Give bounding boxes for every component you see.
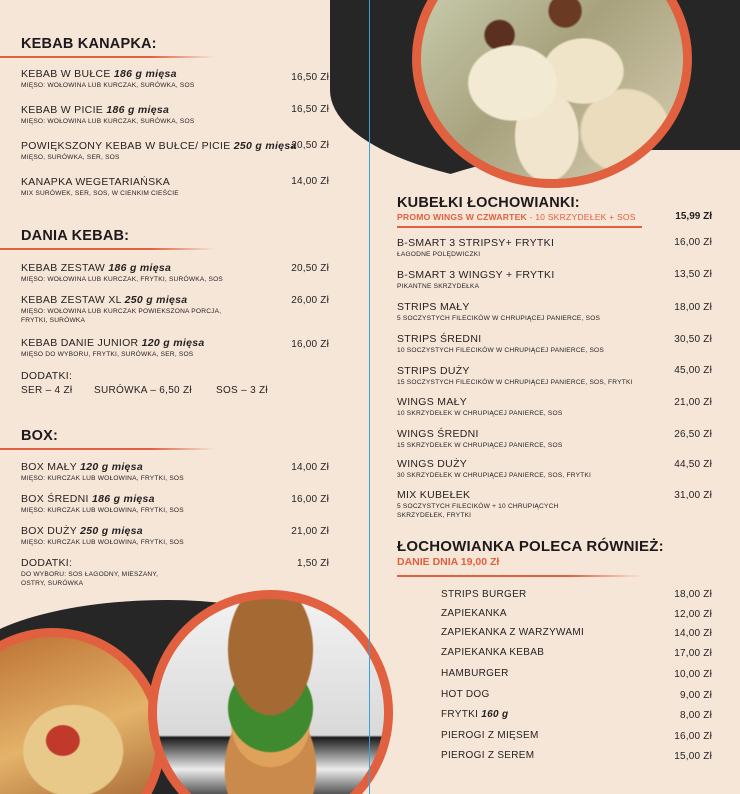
- item-price: 20,50 Zł: [291, 263, 329, 274]
- addon-surowka: [94, 385, 192, 396]
- item-description: MIX SURÓWEK, SER, SOS, W CIENKIM CIEŚCIE: [21, 190, 179, 197]
- item-name: STRIPS MAŁY: [397, 301, 470, 313]
- promo-bold: PROMO WINGS W CZWARTEK: [397, 212, 527, 222]
- menu-item: [397, 489, 559, 521]
- item-description-line2: OSTRY, SURÓWKA: [21, 579, 84, 587]
- item-name: ZAPIEKANKA KEBAB: [441, 647, 545, 658]
- item-description: PIKANTNE SKRZYDEŁKA: [397, 283, 480, 290]
- item-price: 31,00 Zł: [674, 490, 712, 501]
- section-rule: [397, 575, 642, 577]
- menu-item: [21, 68, 194, 91]
- item-description-line2: SKRZYDEŁEK, FRYTKI: [397, 511, 472, 519]
- dodatki-label: DODATKI:: [21, 370, 73, 382]
- item-name: PIEROGI Z SEREM: [441, 750, 535, 761]
- list-item: [441, 589, 527, 600]
- menu-item: [397, 458, 591, 481]
- menu-item: [21, 140, 297, 163]
- item-price: 30,50 Zł: [674, 334, 712, 345]
- item-name: BOX ŚREDNI: [21, 493, 89, 505]
- item-weight: 186 g mięsa: [91, 493, 155, 505]
- item-name: FRYTKI: [441, 709, 479, 720]
- item-name: STRIPS ŚREDNI: [397, 333, 482, 345]
- menu-item-dodatki: [21, 557, 158, 589]
- item-description: 5 SOCZYSTYCH FILECIKÓW + 10 CHRUPIĄCYCH: [397, 503, 559, 510]
- item-name: HOT DOG: [441, 689, 490, 700]
- addon-ser: [21, 385, 72, 396]
- item-description: MIĘSO: WOŁOWINA LUB KURCZAK POWIEKSZONA PORCJA,: [21, 308, 222, 315]
- danie-dnia: DANIE DNIA 19,00 Zł: [397, 556, 500, 568]
- menu-item: [397, 269, 555, 292]
- item-price: 10,00 Zł: [674, 669, 712, 680]
- item-name: B-SMART 3 WINGSY + FRYTKI: [397, 269, 555, 281]
- addon-price: – 3 Zł: [241, 385, 268, 396]
- list-item: [441, 709, 508, 720]
- item-description: MIĘSO: KURCZAK LUB WOŁOWINA, FRYTKI, SOS: [21, 539, 184, 546]
- item-name: BOX DUŻY: [21, 525, 77, 537]
- section-rule: [397, 226, 642, 228]
- item-price: 8,00 Zł: [680, 710, 712, 721]
- item-description: 30 SKRZYDEŁEK W CHRUPIĄCEJ PANIERCE, SOS, FRYTKI: [397, 472, 592, 479]
- menu-item: [21, 176, 179, 199]
- item-description: 10 SOCZYSTYCH FILECIKÓW W CHRUPIĄCEJ PANIERCE, SOS: [397, 347, 604, 354]
- item-name: STRIPS BURGER: [441, 589, 527, 600]
- item-name: ZAPIEKANKA: [441, 608, 507, 619]
- item-weight: 186 g mięsa: [113, 68, 177, 80]
- item-price: 26,00 Zł: [291, 295, 329, 306]
- item-price: 14,00 Zł: [674, 628, 712, 639]
- item-name: WINGS DUŻY: [397, 458, 468, 470]
- menu-item: [397, 396, 562, 419]
- item-weight: 120 g mięsa: [80, 461, 143, 473]
- item-price: 44,50 Zł: [674, 459, 712, 470]
- list-item: [441, 689, 490, 700]
- item-price: 18,00 Zł: [674, 302, 712, 313]
- item-price: 16,00 Zł: [291, 494, 329, 505]
- section-title-dania-kebab: DANIA KEBAB:: [21, 228, 130, 244]
- item-name: KEBAB ZESTAW: [21, 262, 106, 274]
- item-description: MIĘSO: KURCZAK LUB WOŁOWINA, FRYTKI, SOS: [21, 475, 184, 482]
- item-name: DODATKI:: [21, 557, 73, 569]
- item-description: MIĘSO, SURÓWKA, SER, SOS: [21, 154, 120, 161]
- list-item: [441, 730, 539, 741]
- item-weight: 186 g mięsa: [108, 262, 172, 274]
- item-name: POWIĘKSZONY KEBAB W BUŁCE/ PICIE: [21, 140, 231, 152]
- item-price: 13,50 Zł: [674, 269, 712, 280]
- item-price: 26,50 Zł: [674, 429, 712, 440]
- menu-item: [397, 333, 604, 356]
- promo-rest: - 10 SKRZYDEŁEK + SOS: [526, 212, 636, 222]
- item-description-line2: FRYTKI, SURÓWKA: [21, 316, 86, 324]
- item-price: 16,00 Zł: [674, 731, 712, 742]
- item-description: MIĘSO: WOŁOWINA LUB KURCZAK, FRYTKI, SURÓWKA, SOS: [21, 276, 224, 283]
- promo-price: 15,99 Zł: [675, 211, 712, 222]
- item-price: 16,50 Zł: [291, 104, 329, 115]
- item-price: 17,00 Zł: [674, 648, 712, 659]
- item-description: MIĘSO: WOŁOWINA LUB KURCZAK, SURÓWKA, SOS: [21, 82, 195, 89]
- menu-item: [21, 294, 221, 326]
- section-title-kebab-kanapka: KEBAB KANAPKA:: [21, 36, 157, 52]
- item-weight: 186 g mięsa: [106, 104, 170, 116]
- menu-item: [21, 262, 223, 285]
- item-weight: 250 g mięsa: [80, 525, 143, 537]
- addon-sos: [216, 385, 268, 396]
- item-name: HAMBURGER: [441, 668, 509, 679]
- item-name: B-SMART 3 STRIPSY+ FRYTKI: [397, 237, 555, 249]
- item-name: KEBAB ZESTAW XL: [21, 294, 122, 306]
- item-price: 16,00 Zł: [674, 237, 712, 248]
- item-name: KEBAB W PICIE: [21, 104, 104, 116]
- item-description: 15 SKRZYDEŁEK W CHRUPIĄCEJ PANIERCE, SOS: [397, 442, 563, 449]
- page-fold-line: [369, 0, 370, 794]
- addon-price: – 4 Zł: [45, 385, 73, 396]
- list-item: [441, 668, 509, 679]
- item-price: 12,00 Zł: [674, 609, 712, 620]
- item-price: 15,00 Zł: [674, 751, 712, 762]
- item-price: 9,00 Zł: [680, 690, 712, 701]
- section-rule: [0, 248, 215, 250]
- list-item: [441, 750, 534, 761]
- item-name: KEBAB DANIE JUNIOR: [21, 337, 139, 349]
- item-description: 15 SOCZYSTYCH FILECIKÓW W CHRUPIĄCEJ PANIERCE, SOS, FRYTKI: [397, 379, 633, 386]
- addon-name: SER: [21, 385, 43, 396]
- item-description: MIĘSO DO WYBORU, FRYTKI, SURÓWKA, SER, SOS: [21, 351, 194, 358]
- item-price: 21,00 Zł: [291, 526, 329, 537]
- item-price: 18,00 Zł: [674, 589, 712, 600]
- menu-item: [397, 428, 562, 451]
- item-description: 10 SKRZYDEŁEK W CHRUPIĄCEJ PANIERCE, SOS: [397, 410, 563, 417]
- menu-item: [21, 461, 184, 484]
- item-description: MIĘSO: WOŁOWINA LUB KURCZAK, SURÓWKA, SOS: [21, 118, 195, 125]
- item-description: DO WYBORU: SOS ŁAGODNY, MIESZANY,: [21, 571, 159, 578]
- item-price: 21,00 Zł: [674, 397, 712, 408]
- item-name: PIEROGI Z MIĘSEM: [441, 730, 539, 741]
- item-price: 20,50 Zł: [291, 140, 329, 151]
- list-item: [441, 608, 507, 619]
- menu-item: [21, 337, 205, 360]
- item-name: KEBAB W BUŁCE: [21, 68, 111, 80]
- menu-item: [397, 237, 554, 260]
- item-weight: 250 g mięsa: [124, 294, 188, 306]
- item-name: WINGS ŚREDNI: [397, 428, 479, 440]
- item-weight: 160 g: [481, 709, 509, 720]
- section-rule: [0, 56, 215, 58]
- item-price: 1,50 Zł: [297, 558, 329, 569]
- item-name: KANAPKA WEGETARIAŃSKA: [21, 176, 171, 188]
- item-price: 16,50 Zł: [291, 72, 329, 83]
- promo-text: [397, 212, 636, 222]
- section-title-box: BOX:: [21, 428, 59, 444]
- addon-name: SOS: [216, 385, 239, 396]
- menu-item: [21, 525, 184, 548]
- item-weight: 120 g mięsa: [141, 337, 205, 349]
- section-rule: [0, 448, 215, 450]
- item-name: BOX MAŁY: [21, 461, 77, 473]
- item-name: WINGS MAŁY: [397, 396, 468, 408]
- item-price: 45,00 Zł: [674, 365, 712, 376]
- section-title-kubelki: KUBEŁKI ŁOCHOWIANKI:: [397, 195, 580, 211]
- section-title-poleca: ŁOCHOWIANKA POLECA RÓWNIEŻ:: [397, 538, 664, 555]
- item-name: STRIPS DUŻY: [397, 365, 470, 377]
- item-description: MIĘSO: KURCZAK LUB WOŁOWINA, FRYTKI, SOS: [21, 507, 184, 514]
- list-item: [441, 627, 584, 638]
- item-price: 16,00 Zł: [291, 339, 329, 350]
- item-name: ZAPIEKANKA Z WARZYWAMI: [441, 627, 585, 638]
- addon-name: SURÓWKA: [94, 385, 148, 396]
- menu-item: [21, 104, 194, 127]
- item-description: ŁAGODNE POLĘDWICZKI: [397, 251, 481, 258]
- item-price: 14,00 Zł: [291, 462, 329, 473]
- item-name: MIX KUBEŁEK: [397, 489, 471, 501]
- menu-item: [397, 301, 600, 324]
- menu-item: [397, 365, 633, 388]
- item-description: 5 SOCZYSTYCH FILECIKÓW W CHRUPIĄCEJ PANIERCE, SOS: [397, 315, 601, 322]
- addon-price: – 6,50 Zł: [150, 385, 192, 396]
- menu-item: [21, 493, 184, 516]
- item-weight: 250 g mięsa: [233, 140, 297, 152]
- item-price: 14,00 Zł: [291, 176, 329, 187]
- list-item: [441, 647, 544, 658]
